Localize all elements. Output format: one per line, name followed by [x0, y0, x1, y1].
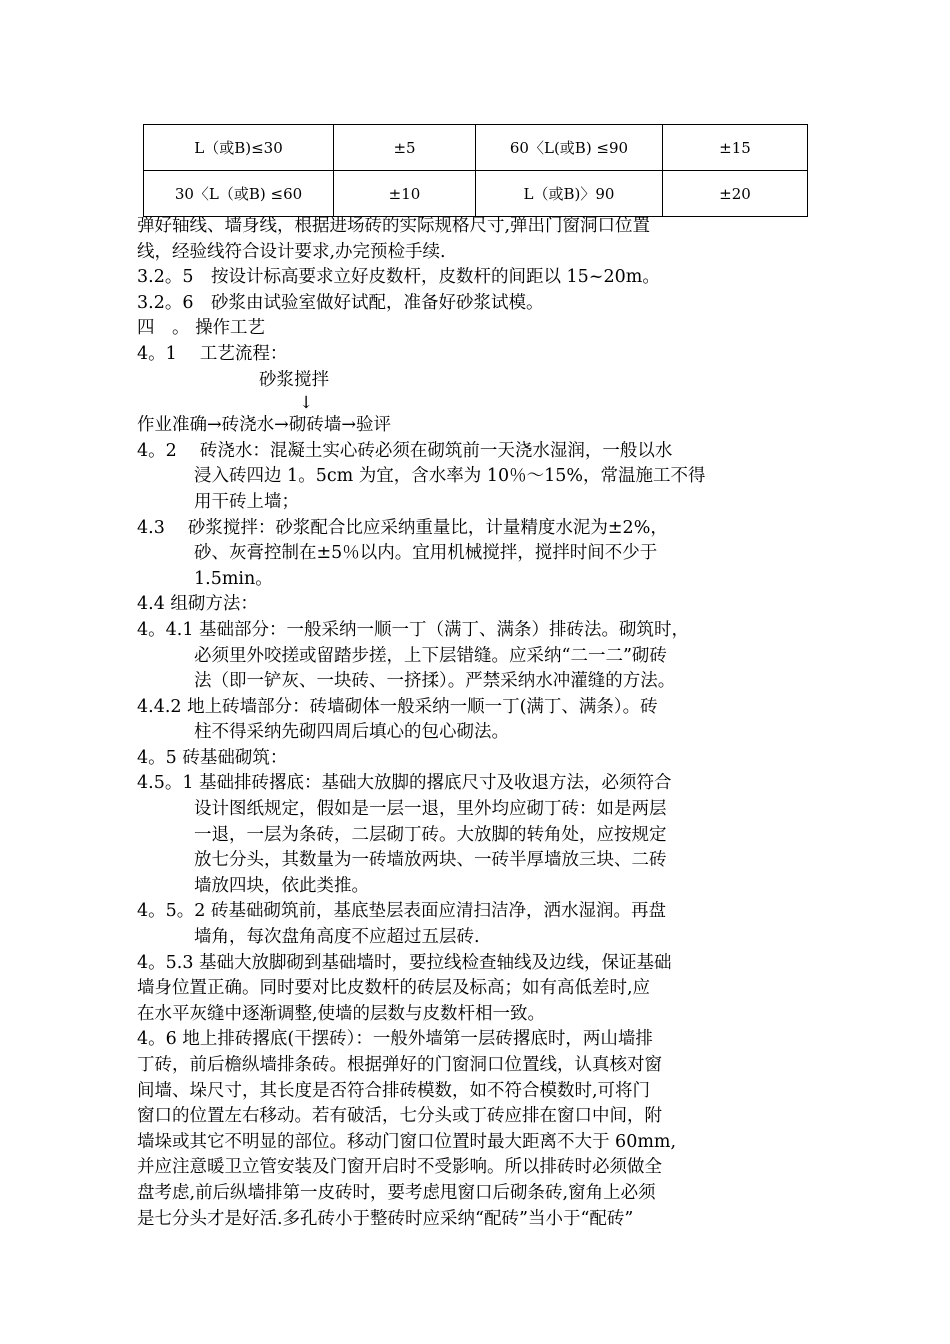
- text-line: 浸入砖四边 1。5cm 为宜，含水率为 10％～15%，常温施工不得: [194, 466, 706, 487]
- text-line: 4.5。1 基础排砖撂底：基础大放脚的撂底尺寸及收退方法，必须符合: [137, 773, 672, 794]
- text-line: 墙垛或其它不明显的部位。移动门窗口位置时最大距离不大于 60mm,: [137, 1131, 677, 1152]
- text-line: 4.4.2 地上砖墙部分：砖墙砌体一般采纳一顺一丁(满丁、满条）。砖: [137, 696, 658, 717]
- table-cell: L（或B)〉90: [476, 171, 663, 217]
- text-line: 3.2。5 按设计标高要求立好皮数杆，皮数杆的间距以 15~20m。: [137, 267, 660, 288]
- text-line: 4.3 砂浆搅拌：砂浆配合比应采纳重量比，计量精度水泥为±2%，: [137, 517, 668, 538]
- text-line: 墙角，每次盘角高度不应超过五层砖.: [194, 927, 480, 948]
- tolerance-table: [143, 124, 808, 217]
- text-line: 法（即一铲灰、一块砖、一挤揉）。严禁采纳水冲灌缝的方法。: [194, 671, 676, 692]
- text-line: 墙身位置正确。同时要对比皮数杆的砖层及标高；如有高低差时,应: [137, 978, 651, 999]
- text-line: 墙放四块，依此类推。: [194, 875, 369, 896]
- table-cell: ±5: [334, 125, 476, 171]
- text-line: 一退，一层为条砖，二层砌丁砖。大放脚的转角处，应按规定: [194, 824, 667, 845]
- down-arrow-icon: ↓: [299, 393, 314, 414]
- text-line: 4。5.3 基础大放脚砌到基础墙时，要拉线检查轴线及边线，保证基础: [137, 952, 672, 973]
- table-cell: ±15: [663, 125, 808, 171]
- text-line: 弹好轴线、墙身线，根据进场砖的实际规格尺寸,弹出门窗洞口位置: [137, 216, 651, 236]
- text-line: 盘考虑,前后纵墙排第一皮砖时，要考虑甩窗口后砌条砖,窗角上必须: [137, 1182, 656, 1203]
- table-cell: ±20: [663, 171, 808, 217]
- text-line: 3.2。6 砂浆由试验室做好试配，准备好砂浆试模。: [137, 292, 544, 313]
- text-line: 4。1 工艺流程：: [137, 343, 288, 364]
- table-cell: ±10: [334, 171, 476, 217]
- text-line: 必须里外咬搓或留踏步搓，上下层错缝。应采纳“二一二”砌砖: [194, 645, 667, 666]
- table-cell: 60〈L(或B) ≤90: [476, 125, 663, 171]
- text-line: 用干砖上墙；: [194, 491, 299, 512]
- text-line: 4.4 组砌方法：: [137, 594, 258, 615]
- text-line: 设计图纸规定，假如是一层一退，里外均应砌丁砖：如是两层: [194, 799, 667, 820]
- text-line: 4。5 砖基础砌筑：: [137, 747, 288, 768]
- text-line: 4。6 地上排砖撂底(干摆砖）：一般外墙第一层砖撂底时，两山墙排: [137, 1029, 653, 1050]
- text-line: 4。5。2 砖基础砌筑前，基底垫层表面应清扫洁净，洒水湿润。再盘: [137, 901, 666, 922]
- table-cell: 30〈L（或B) ≤60: [144, 171, 334, 217]
- table-cell: L（或B)≤30: [144, 125, 334, 171]
- text-line: 间墙、垛尺寸，其长度是否符合排砖模数，如不符合模数时,可将门: [137, 1080, 651, 1101]
- section-heading: 四 。 操作工艺: [137, 318, 266, 339]
- text-line: 4。2 砖浇水：混凝土实心砖必须在砌筑前一天浇水湿润，一般以水: [137, 440, 673, 461]
- flow-step-mortar: 砂浆搅拌: [259, 369, 329, 390]
- text-line: 1.5min。: [194, 568, 273, 589]
- table-row: [144, 171, 808, 217]
- text-line: 放七分头，其数量为一砖墙放两块、一砖半厚墙放三块、二砖: [194, 850, 667, 871]
- text-line: 窗口的位置左右移动。若有破活，七分头或丁砖应排在窗口中间，附: [137, 1106, 662, 1127]
- text-line: 柱不得采纳先砌四周后填心的包心砌法。: [194, 722, 509, 743]
- flow-chain: 作业准确→砖浇水→砌砖墙→验评: [137, 415, 391, 436]
- text-line: 丁砖，前后檐纵墙排条砖。根据弹好的门窗洞口位置线，认真核对窗: [137, 1055, 662, 1075]
- text-line: 线，经验线符合设计要求,办完预检手续.: [137, 241, 446, 262]
- table-row: [144, 125, 808, 171]
- text-line: 是七分头才是好活.多孔砖小于整砖时应采纳“配砖”当小于“配砖”: [137, 1208, 634, 1229]
- body-text: [137, 214, 827, 1232]
- text-line: 并应注意暖卫立管安装及门窗开启时不受影响。所以排砖时必须做全: [137, 1157, 662, 1178]
- text-line: 砂、灰膏控制在±5％以内。宜用机械搅拌，搅拌时间不少于: [194, 543, 658, 564]
- text-line: 4。4.1 基础部分：一般采纳一顺一丁（满丁、满条）排砖法。砌筑时，: [137, 619, 690, 640]
- text-line: 在水平灰缝中逐渐调整,使墙的层数与皮数杆相一致。: [137, 1003, 546, 1024]
